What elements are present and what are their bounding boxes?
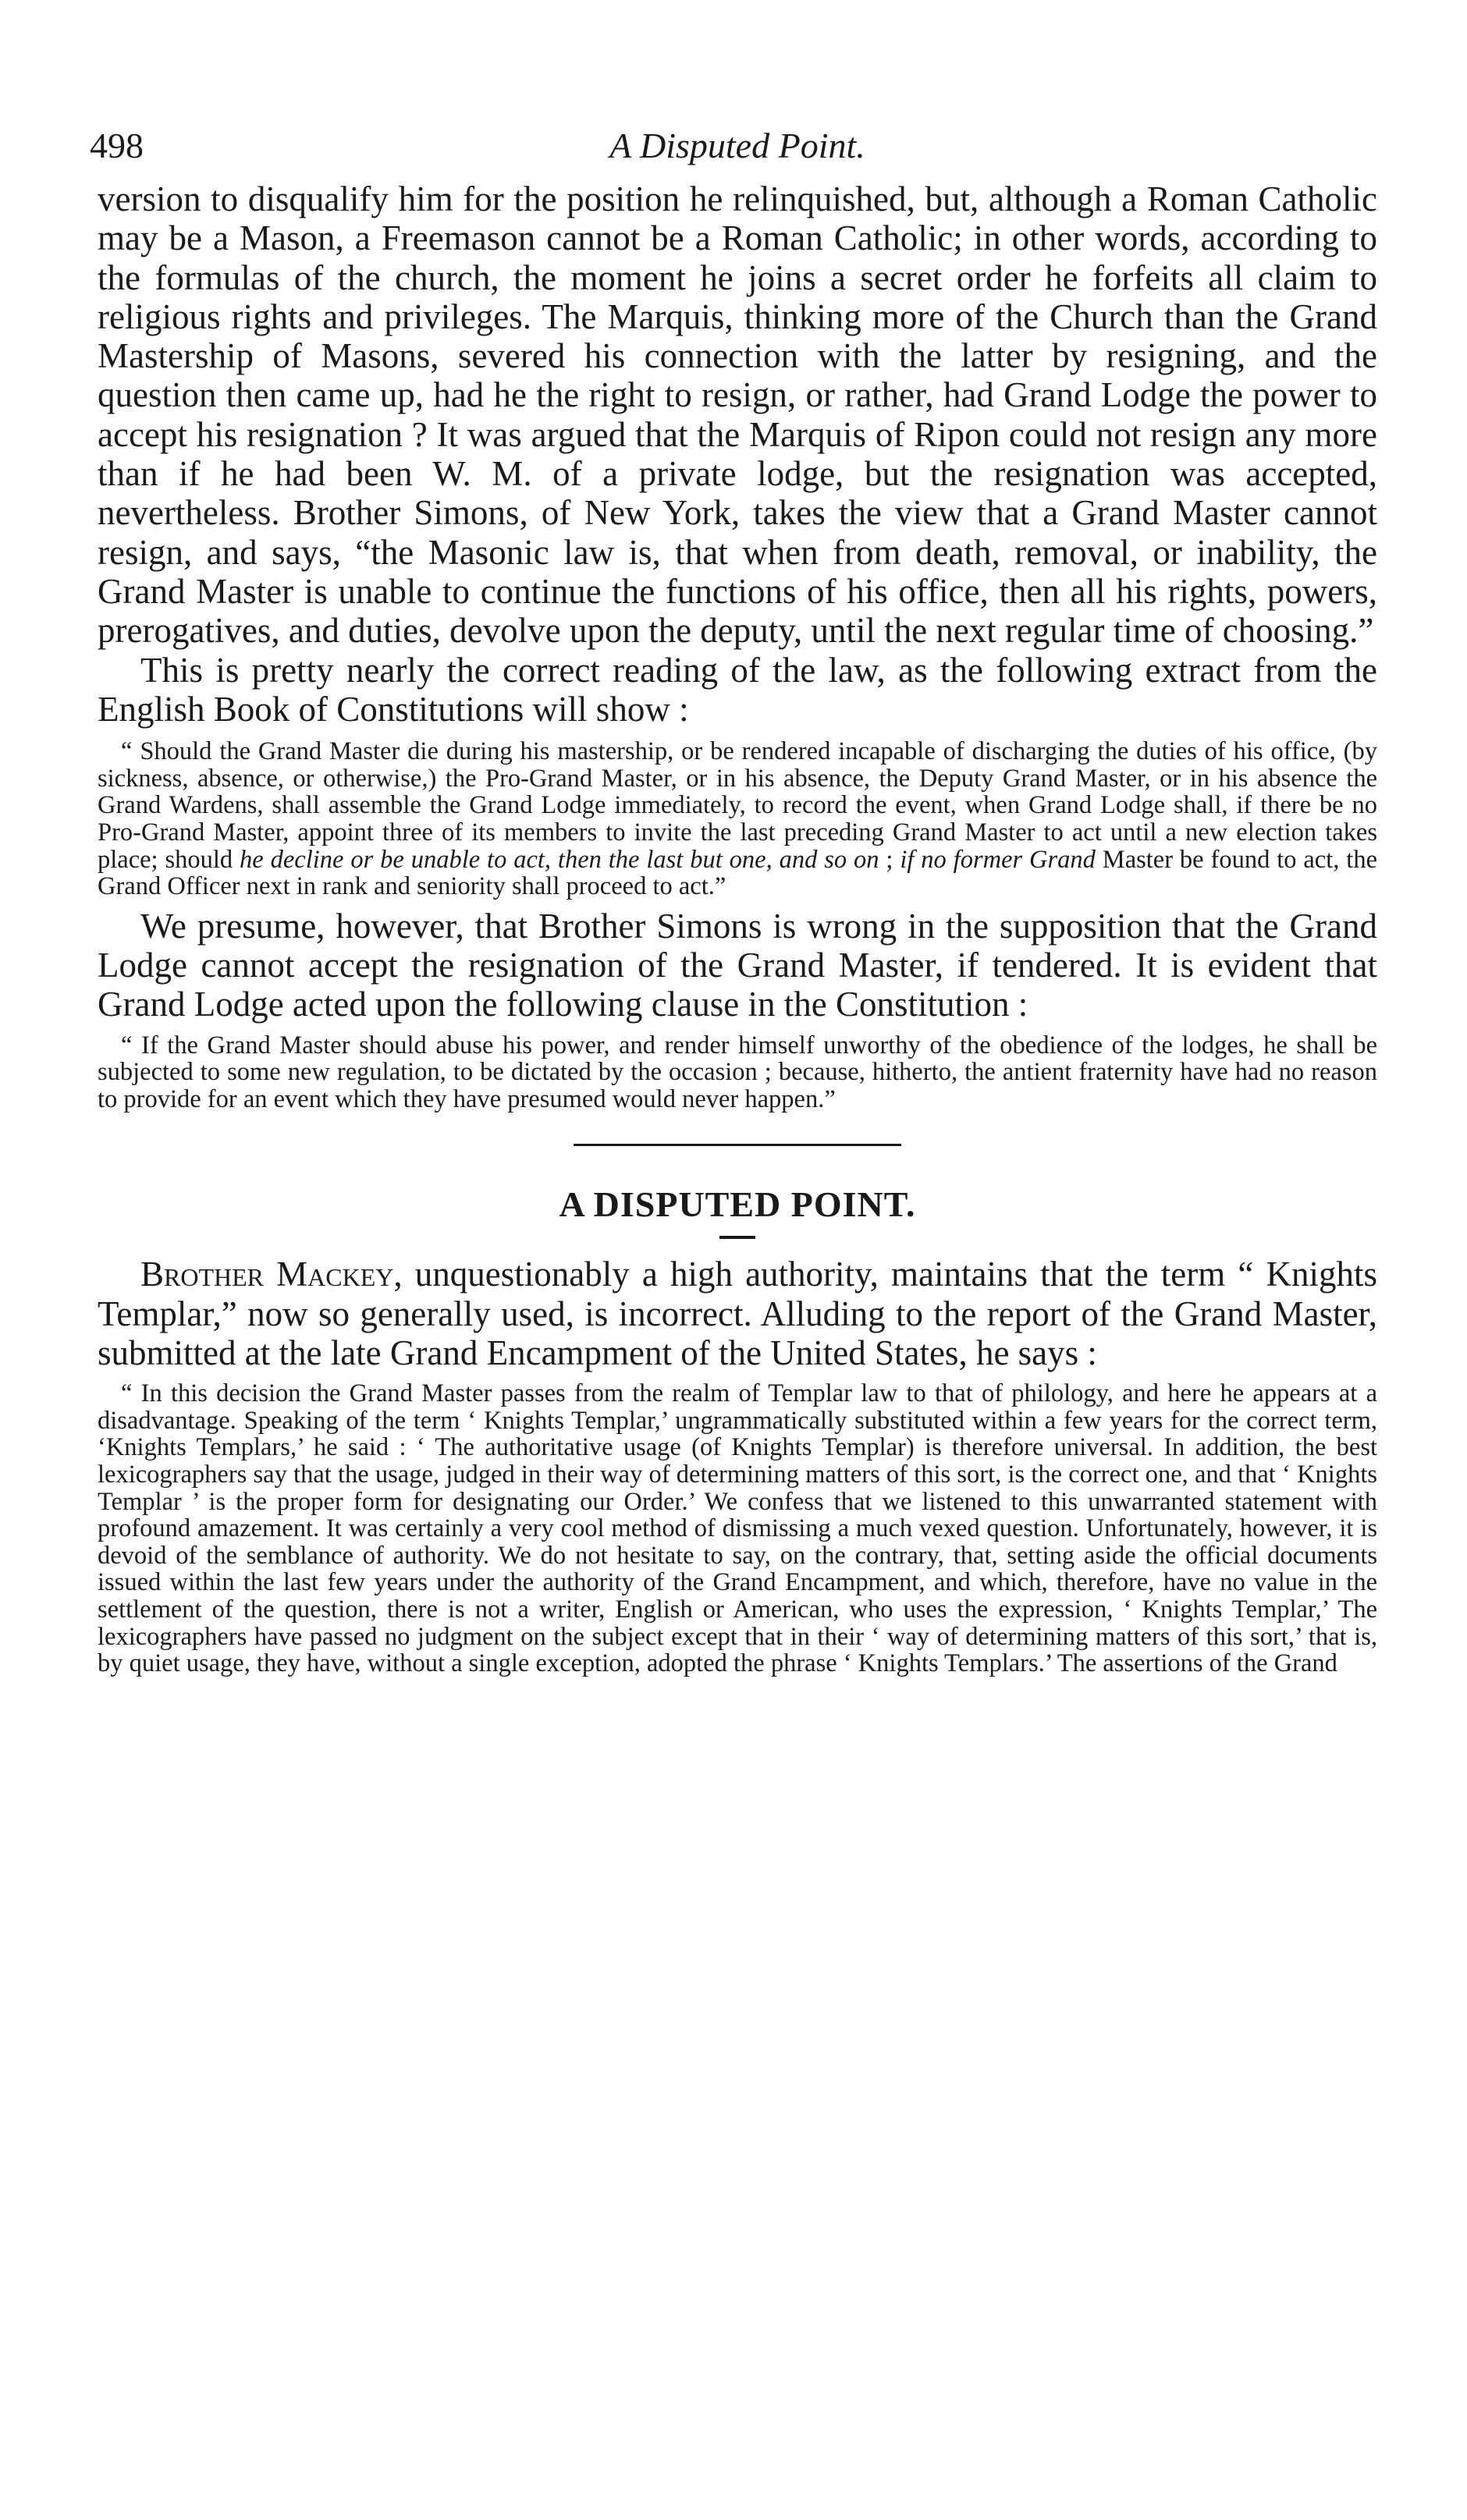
section-heading: A DISPUTED POINT. <box>559 1184 916 1225</box>
section-divider <box>574 1144 901 1146</box>
paragraph-continuation: version to disqualify him for the position he relinquished, but, although a Roman Catholic may be a Mason, a Freemason cannot be a Roman Catholic; in other words, according to the formulas of the church, the moment he joins a secret order he forfeits all claim to religious rights and privileges. The Marquis, thinking more of the Church than the Grand Mastership of Masons, severed his connection with the latter by resigning, and the question then came up, had he the right to resign, or rather, had Grand Lodge the power to accept his resignation ? It was argued that the Marquis of Ripon could not resign any more than if he had been W. M. of a private lodge, but the resignation was accepted, nevertheless. Brother Simons, of New York, takes the view that a Grand Master cannot resign, and says, “the Masonic law is, that when from death, removal, or inability, the Grand Master is unable to continue the functions of his office, then all his rights, powers, prerogatives, and duties, devolve upon the deputy, until the next regular time of choosing.” <box>98 179 1377 651</box>
paragraph-resignation-argument: We presume, however, that Brother Simons is wrong in the supposition that the Grand Lodge cannot accept the resignation of the Grand Master, if tendered. It is evident that Grand Lodge acted upon the following clause in the Constitution : <box>98 906 1377 1024</box>
quote-text: “ Should the Grand Master die during his mastership, or be rendered incapable of discharging the duties of his office, (by sickness, absence, or otherwise,) the Pro-Grand Master, or in his absence, the Deputy Grand Master, or in his absence the Grand Wardens, shall assemble the Grand Lodge immediately, to record the event, when Grand Lodge shall, if there be no Pro-Grand Master, appoint three of its members to invite the last preceding Grand Master to act until a new election takes place; should <box>98 737 1377 874</box>
paragraph-text: unquestionably a high authority, maintains that the term “ Knights Templar,” now so generally used, is incorrect. Alluding to the report of the Grand Master, submitted at the late Grand Encampment of the United States, he says : <box>98 1255 1377 1372</box>
heading-underline <box>719 1236 755 1239</box>
quote-text: Master be found to act, the Grand Officer next in rank and seniority shall proceed to act.” <box>98 845 1377 901</box>
quote-constitution-clause: “ If the Grand Master should abuse his power, and render himself unworthy of the obedience of the lodges, he shall be subjected to some new regulation, to be dictated by the occasion ; because, hitherto, the antient fraternity have had no reason to provide for an event which they have presumed would never happen.” <box>98 1031 1377 1113</box>
quote-mackey: “ In this decision the Grand Master passes from the realm of Templar law to that of philology, and here he appears at a disadvantage. Speaking of the term ‘ Knights Templar,’ ungrammatically substituted within a few years for the correct term, ‘Knights Templars,’ he said : ‘ The authoritative usage (of Knights Templar) is therefore universal. In addition, the best lexicographers say that the usage, judged in their way of determining matters of this sort, is the correct one, and that ‘ Knights Templar ’ is the proper form for designating our Order.’ We confess that we listened to this unwarranted statement with profound amazement. It was certainly a very cool method of dismissing a much vexed question. Unfortunately, however, it is devoid of the semblance of authority. We do not hesitate to say, on the contrary, that, setting aside the official documents issued within the last few years under the authority of the Grand Encampment, and which, therefore, have no value in the settlement of the question, there is not a writer, English or American, who uses the expression, ‘ Knights Templar,’ The lexicographers have passed no judgment on the subject except that in their ‘ way of determining matters of this sort,’ that is, by quiet usage, they have, without a single exception, adopted the phrase ‘ Knights Templars.’ The assertions of the Grand <box>98 1379 1377 1678</box>
quote-text: ; <box>879 845 900 874</box>
paragraph-constitutions-intro: This is pretty nearly the correct reading of the law, as the following extract from the English Book of Constitutions will show : <box>98 650 1377 729</box>
quote-book-of-constitutions <box>98 738 1377 900</box>
page-number: 498 <box>90 126 144 165</box>
running-head <box>90 117 1377 179</box>
lead-in-name: Brother Mackey, <box>140 1255 403 1294</box>
quote-italic-text: he decline or be unable to act, then the last but one, and so on <box>240 845 879 874</box>
quote-italic-text: if no former Grand <box>900 845 1096 874</box>
running-title: A Disputed Point. <box>609 126 865 165</box>
paragraph-mackey-intro <box>98 1255 1377 1372</box>
book-page <box>90 117 1377 1684</box>
